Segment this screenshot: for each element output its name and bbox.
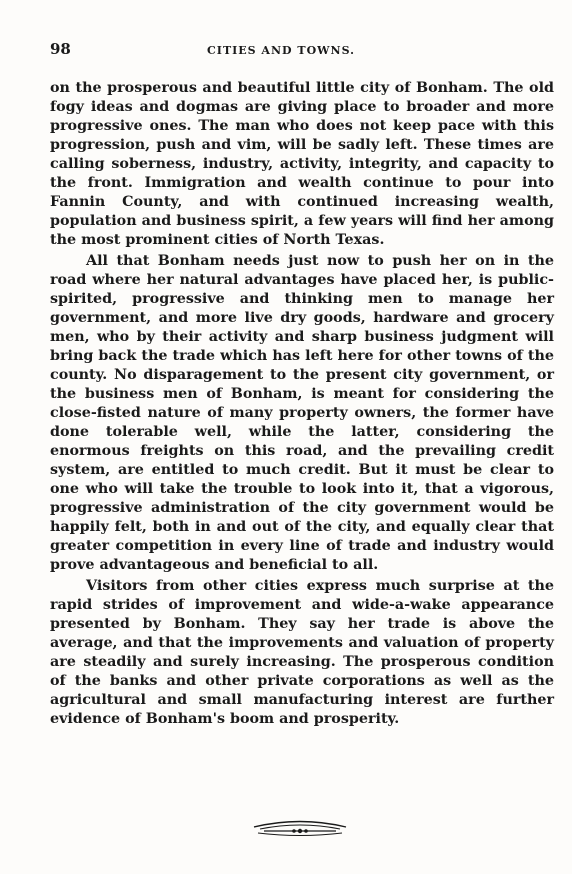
page-number: 98: [50, 40, 71, 58]
paragraph-continuation: on the prosperous and beautiful little city of Bonham. The old fogy ideas and dogmas are giving place to broader and more progressive ones. The man who does not keep pace with this progression, push and vim, will be sadly left. These times are calling soberness, industry, activity, integrity, and capacity to the front. Immigration and wealth continue to pour into Fannin County, and with continued increasing wealth, population and business spirit, a few years will find her among the most prominent cities of North Texas.: [50, 80, 554, 248]
paragraph-bonham-needs: All that Bonham needs just now to push her on in the road where her natural advantages have placed her, is public-spirited, progressive and thinking men to manage her government, and more live dry goods, hardware and grocery men, who by their activity and sharp business judgment will bring back the trade which has left here for other towns of the county. No disparagement to the present city government, or the business men of Bonham, is meant for considering the close-fisted nature of many property owners, the former have done tolerable well, while the latter, considering the enormous freights on this road, and the prevailing credit system, are entitled to much credit. But it must be clear to one who will take the trouble to look into it, that a vigorous, progressive administration of the city government would be happily felt, both in and out of the city, and equally clear that greater competition in every line of trade and industry would prove advantageous and beneficial to all.: [50, 253, 554, 573]
running-head: CITIES AND TOWNS.: [207, 44, 355, 57]
body-text: [50, 79, 554, 731]
page-header: [50, 40, 552, 62]
decorative-flourish-icon: [250, 818, 350, 836]
paragraph-visitors: Visitors from other cities express much surprise at the rapid strides of improvement and wide-a-wake appearance presented by Bonham. They say her trade is above the average, and that the improvements and valuation of property are steadily and surely increasing. The prosperous condition of the banks and other private corporations as well as the agricultural and small manufacturing interest are further evidence of Bonham's boom and prosperity.: [50, 578, 554, 727]
